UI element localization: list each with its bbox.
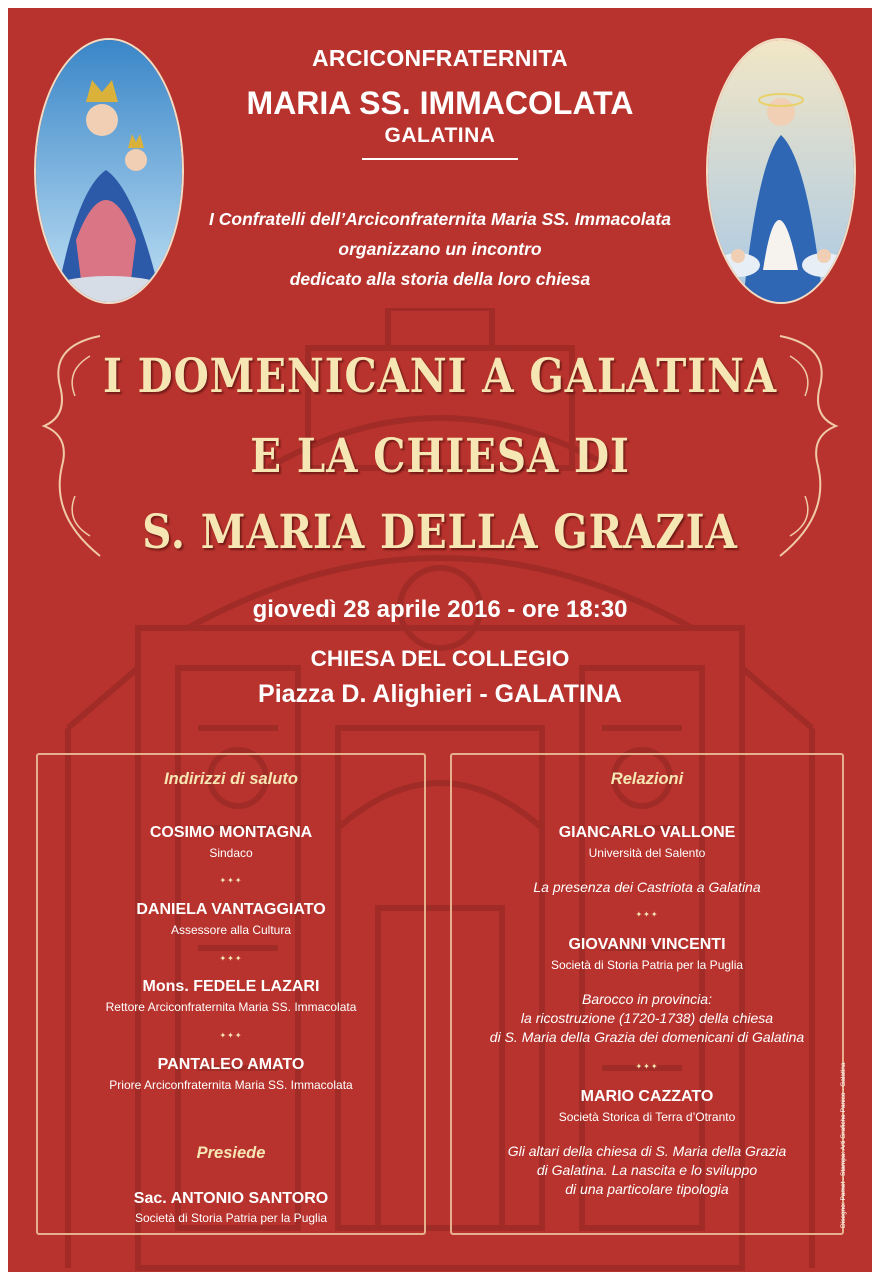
separator-ornament: ✦✦✦ xyxy=(219,954,243,963)
speaker-name: PANTALEO AMATO xyxy=(157,1056,305,1073)
talks-heading: Relazioni xyxy=(610,770,684,788)
title-line-2: E LA CHIESA DI xyxy=(250,429,630,484)
org-line-3: GALATINA xyxy=(384,124,496,147)
event-address: Piazza D. Alighieri - GALATINA xyxy=(258,680,622,708)
separator-ornament: ✦✦✦ xyxy=(635,910,659,919)
talk-title: di Galatina. La nascita e lo sviluppo xyxy=(536,1162,758,1178)
talk-title: la ricostruzione (1720-1738) della chiesa xyxy=(520,1010,774,1026)
speaker-name: GIANCARLO VALLONE xyxy=(558,824,736,841)
speaker-role: Rettore Arciconfraternita Maria SS. Immacolata xyxy=(105,1000,357,1014)
talk-title: Gli altari della chiesa di S. Maria della Grazia xyxy=(507,1143,787,1159)
poster xyxy=(8,8,872,1272)
separator-ornament: ✦✦✦ xyxy=(635,1062,659,1071)
speaker-role: Società di Storia Patria per la Puglia xyxy=(550,958,744,972)
org-line-2: MARIA SS. IMMACOLATA xyxy=(246,85,634,121)
intro-line-1: I Confratelli dell’Arciconfraternita Maria SS. Immacolata xyxy=(209,209,671,229)
talk-title: Barocco in provincia: xyxy=(582,991,712,1007)
speaker-name: DANIELA VANTAGGIATO xyxy=(136,901,326,918)
greetings-column xyxy=(38,8,424,1272)
talk-title: di una particolare tipologia xyxy=(565,1181,729,1197)
speaker-role: Università del Salento xyxy=(588,846,706,860)
talk-title: di S. Maria della Grazia dei domenicani di Galatina xyxy=(489,1029,805,1045)
chair-heading: Presiede xyxy=(196,1144,266,1162)
org-line-1: ARCICONFRATERNITA xyxy=(312,45,568,71)
separator-ornament: ✦✦✦ xyxy=(219,876,243,885)
print-credit: Disegno: Pamet - Stampa: Arti Grafiche Panico - Galatina xyxy=(840,1062,847,1228)
title-line-1: I DOMENICANI A GALATINA xyxy=(102,349,778,404)
speaker-role: Società Storica di Terra d’Otranto xyxy=(558,1110,736,1124)
speaker-name: GIOVANNI VINCENTI xyxy=(568,936,726,953)
intro-line-3: dedicato alla storia della loro chiesa xyxy=(289,269,591,289)
separator-ornament: ✦✦✦ xyxy=(219,1031,243,1040)
chair-role: Società di Storia Patria per la Puglia xyxy=(134,1211,328,1225)
speaker-name: COSIMO MONTAGNA xyxy=(149,824,313,841)
speaker-role: Priore Arciconfraternita Maria SS. Immacolata xyxy=(109,1078,353,1092)
speaker-name: MARIO CAZZATO xyxy=(580,1088,714,1105)
speaker-role: Sindaco xyxy=(209,846,253,860)
talks-column xyxy=(452,8,842,1272)
event-datetime: giovedì 28 aprile 2016 - ore 18:30 xyxy=(252,596,628,623)
speaker-name: Mons. FEDELE LAZARI xyxy=(142,978,320,995)
intro-line-2: organizzano un incontro xyxy=(338,239,542,259)
greetings-heading: Indirizzi di saluto xyxy=(164,770,298,788)
chair-name: Sac. ANTONIO SANTORO xyxy=(133,1190,329,1207)
talk-title: La presenza dei Castriota a Galatina xyxy=(533,879,761,895)
event-venue: CHIESA DEL COLLEGIO xyxy=(310,646,570,671)
speaker-role: Assessore alla Cultura xyxy=(170,923,292,937)
title-line-3: S. MARIA DELLA GRAZIA xyxy=(142,505,738,560)
